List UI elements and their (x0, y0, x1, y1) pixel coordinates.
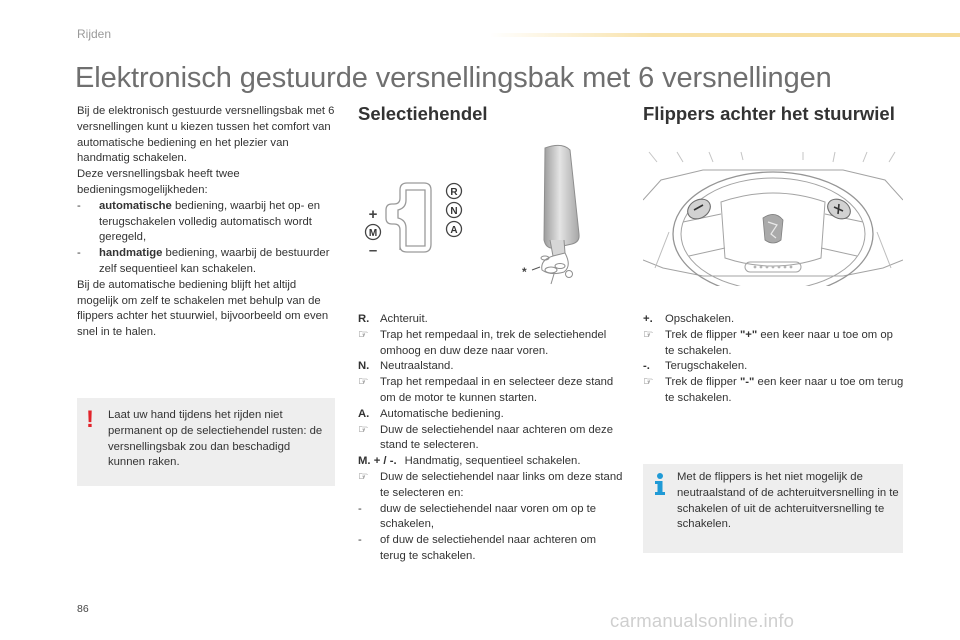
instruction-text: Duw de selectiehendel naar links om deze stand te selecteren en: (380, 470, 623, 499)
intro-paragraph: Bij de elektronisch gestuurde versnellingsbak met 6 versnellingen kunt u kiezen tussen het comfort van automatische bediening en het plezier van handmatig schakelen. (77, 105, 335, 165)
position-key: M. (358, 455, 371, 468)
list-item (358, 312, 623, 328)
position-text: Achteruit. (380, 313, 428, 325)
steering-wheel-illustration (643, 150, 903, 286)
minus-label: – (368, 242, 378, 258)
position-text: Automatische bediening. (380, 407, 504, 420)
position-m-label: M (368, 228, 378, 239)
list-dash: - (77, 247, 81, 260)
list-item (358, 454, 623, 470)
button-dots (754, 266, 793, 269)
page-number: 86 (77, 603, 89, 615)
mode-description: bediening, waarbij de bestuurder zelf sequentieel kan schakelen. (99, 247, 330, 275)
position-a-label: A (450, 225, 458, 236)
instruction-text: duw de selectiehendel naar voren om op te schakelen, (380, 502, 597, 531)
instruction-text: Duw de selectiehendel naar achteren om deze stand te selecteren. (380, 423, 613, 452)
info-icon (653, 472, 667, 496)
hand-icon: ☞ (643, 328, 654, 341)
list-dash: - (358, 534, 362, 547)
flipper-symbol: "-" (739, 376, 755, 389)
mode-description: bediening, waarbij het op- en terugschakelen volledig automatisch wordt geregeld, (99, 199, 321, 244)
plus-label: + (368, 206, 378, 223)
gear-lever-illustration (500, 140, 595, 290)
list-item (358, 375, 623, 407)
hand-icon: ☞ (358, 470, 369, 483)
list-item (643, 359, 905, 375)
position-key: R. (358, 313, 370, 325)
list-item (358, 407, 623, 423)
instruction-text: een keer naar u toe om terug te schakelen. (665, 376, 904, 404)
paddles-list (643, 312, 905, 407)
section-label: Rijden (77, 27, 112, 41)
paddle-text: Opschakelen. (665, 313, 735, 325)
hand-icon: ☞ (358, 328, 369, 341)
info-text: Met de flippers is het niet mogelijk de neutraalstand of de achteruitversnelling in te schakelen of uit de achteruitversnelling te schakelen. (677, 471, 899, 531)
list-item (358, 502, 623, 534)
list-item (358, 470, 623, 502)
paddle-key: +. (643, 313, 653, 325)
mode-name: handmatige (99, 247, 163, 260)
info-note (643, 464, 903, 553)
watermark: carmanualsonline.info (610, 610, 795, 631)
position-key: + / -. (370, 455, 397, 468)
position-text: Neutraalstand. (380, 360, 454, 373)
exclamation-icon: ! (86, 406, 94, 433)
list-item (643, 328, 905, 360)
warning-text: Laat uw hand tijdens het rijden niet permanent op de selectiehendel rusten: de versnellingsbak zou dan beschadigd kunnen raken. (108, 409, 323, 469)
position-text: Handmatig, sequentieel schakelen. (404, 455, 581, 468)
selector-heading: Selectiehendel (358, 103, 488, 124)
intro-paragraph: Bij de automatische bediening blijft het altijd mogelijk om zelf te schakelen met behulp van de flippers achter het stuurwiel, bijvoorbeeld om even snel in te halen. (77, 278, 329, 339)
gear-gate-diagram (362, 180, 470, 258)
position-m-icon (366, 225, 381, 240)
minus-paddle-icon (684, 195, 714, 223)
warning-note (77, 398, 335, 486)
hand-icon: ☞ (358, 376, 369, 389)
hand-icon: ☞ (643, 376, 654, 389)
paddle-text: Terugschakelen. (665, 360, 748, 373)
list-item (358, 533, 623, 565)
list-item (643, 312, 905, 328)
list-item (358, 423, 623, 455)
position-r-icon (447, 184, 462, 199)
page-title: Elektronisch gestuurde versnellingsbak met 6 versnellingen (75, 62, 832, 94)
position-n-label: N (450, 206, 458, 217)
header-rule (490, 33, 960, 37)
paddles-heading: Flippers achter het stuurwiel (643, 103, 895, 124)
list-dash: - (358, 502, 362, 515)
intro-text (77, 104, 339, 341)
position-key: N. (358, 360, 370, 373)
instruction-text: Trap het rempedaal in en selecteer deze stand om de motor te kunnen starten. (380, 376, 614, 404)
position-n-icon (447, 203, 462, 218)
instruction-text: Trek de flipper (665, 328, 740, 341)
instruction-text: Trap het rempedaal in, trek de selectiehendel omhoog en duw deze naar voren. (380, 328, 607, 357)
list-dash: - (77, 199, 81, 212)
list-item (77, 199, 339, 246)
position-key: A. (358, 407, 370, 420)
flipper-symbol: "+" (739, 328, 758, 341)
instruction-text: een keer naar u toe om op te schakelen. (665, 328, 893, 357)
hand-icon: ☞ (358, 423, 369, 436)
lion-emblem-icon (763, 214, 783, 243)
position-r-label: R (450, 187, 458, 198)
mode-name: automatische (99, 199, 172, 212)
star-label: * (522, 265, 527, 279)
position-a-icon (447, 222, 462, 237)
instruction-text: Trek de flipper (665, 376, 740, 389)
list-item (643, 375, 905, 407)
list-item (358, 328, 623, 360)
instruction-text: of duw de selectiehendel naar achteren om terug te schakelen. (380, 534, 597, 562)
intro-paragraph: Deze versnellingsbak heeft twee bedieningsmogelijkheden: (77, 168, 240, 196)
list-item (77, 246, 339, 278)
selector-positions-list (358, 312, 623, 565)
list-item (358, 359, 623, 375)
paddle-key: -. (643, 360, 650, 373)
